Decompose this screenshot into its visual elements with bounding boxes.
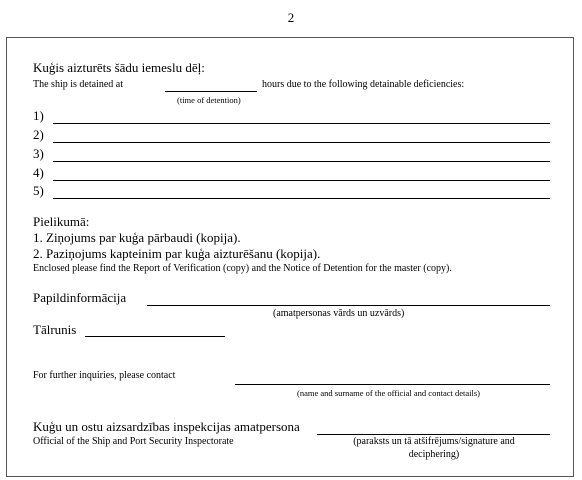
deficiency-line-3[interactable] xyxy=(53,161,550,162)
signature-caption-line-1: (paraksts un tā atšifrējums/signature and xyxy=(353,436,515,447)
deficiency-line-1[interactable] xyxy=(53,123,550,124)
deficiency-number-4: 4) xyxy=(33,165,44,180)
phone-field[interactable] xyxy=(85,336,225,337)
form-frame xyxy=(6,37,574,477)
additional-info-field[interactable] xyxy=(147,305,550,306)
deficiency-line-2[interactable] xyxy=(53,142,550,143)
enclosed-text: Enclosed please find the Report of Verification (copy) and the Notice of Detention for the master (copy). xyxy=(33,263,452,274)
detention-text-before: The ship is detained at xyxy=(33,79,123,90)
inquiries-label: For further inquiries, please contact xyxy=(33,370,176,381)
official-label-en: Official of the Ship and Port Security Inspectorate xyxy=(33,436,234,447)
official-label-lv: Kuģu un ostu aizsardzības inspekcijas amatpersona xyxy=(33,419,300,434)
attachment-item-2: 2. Paziņojums kapteinim par kuģa aizturēšanu (kopija). xyxy=(33,246,321,261)
deficiency-line-5[interactable] xyxy=(53,198,550,199)
deficiency-number-2: 2) xyxy=(33,127,44,142)
additional-info-caption: (amatpersonas vārds un uzvārds) xyxy=(273,308,405,319)
attachments-heading: Pielikumā: xyxy=(33,214,90,229)
signature-caption-line-2: deciphering) xyxy=(408,449,460,460)
page-number: 2 xyxy=(287,10,295,25)
detention-text-after: hours due to the following detainable deficiencies: xyxy=(262,79,465,90)
inquiries-field[interactable] xyxy=(235,384,550,385)
detention-heading: Kuģis aizturēts šādu iemeslu dēļ: xyxy=(33,60,205,75)
attachment-item-1: 1. Ziņojums par kuģa pārbaudi (kopija). xyxy=(33,230,241,245)
deficiency-number-5: 5) xyxy=(33,183,44,198)
inquiries-caption: (name and surname of the official and contact details) xyxy=(297,388,480,398)
phone-label: Tālrunis xyxy=(33,322,77,337)
time-caption: (time of detention) xyxy=(177,95,241,105)
additional-info-label: Papildinformācija xyxy=(33,290,127,305)
deficiency-number-1: 1) xyxy=(33,108,44,123)
deficiency-line-4[interactable] xyxy=(53,180,550,181)
signature-field[interactable] xyxy=(317,434,550,435)
deficiency-number-3: 3) xyxy=(33,146,44,161)
time-of-detention-field[interactable] xyxy=(165,91,257,92)
